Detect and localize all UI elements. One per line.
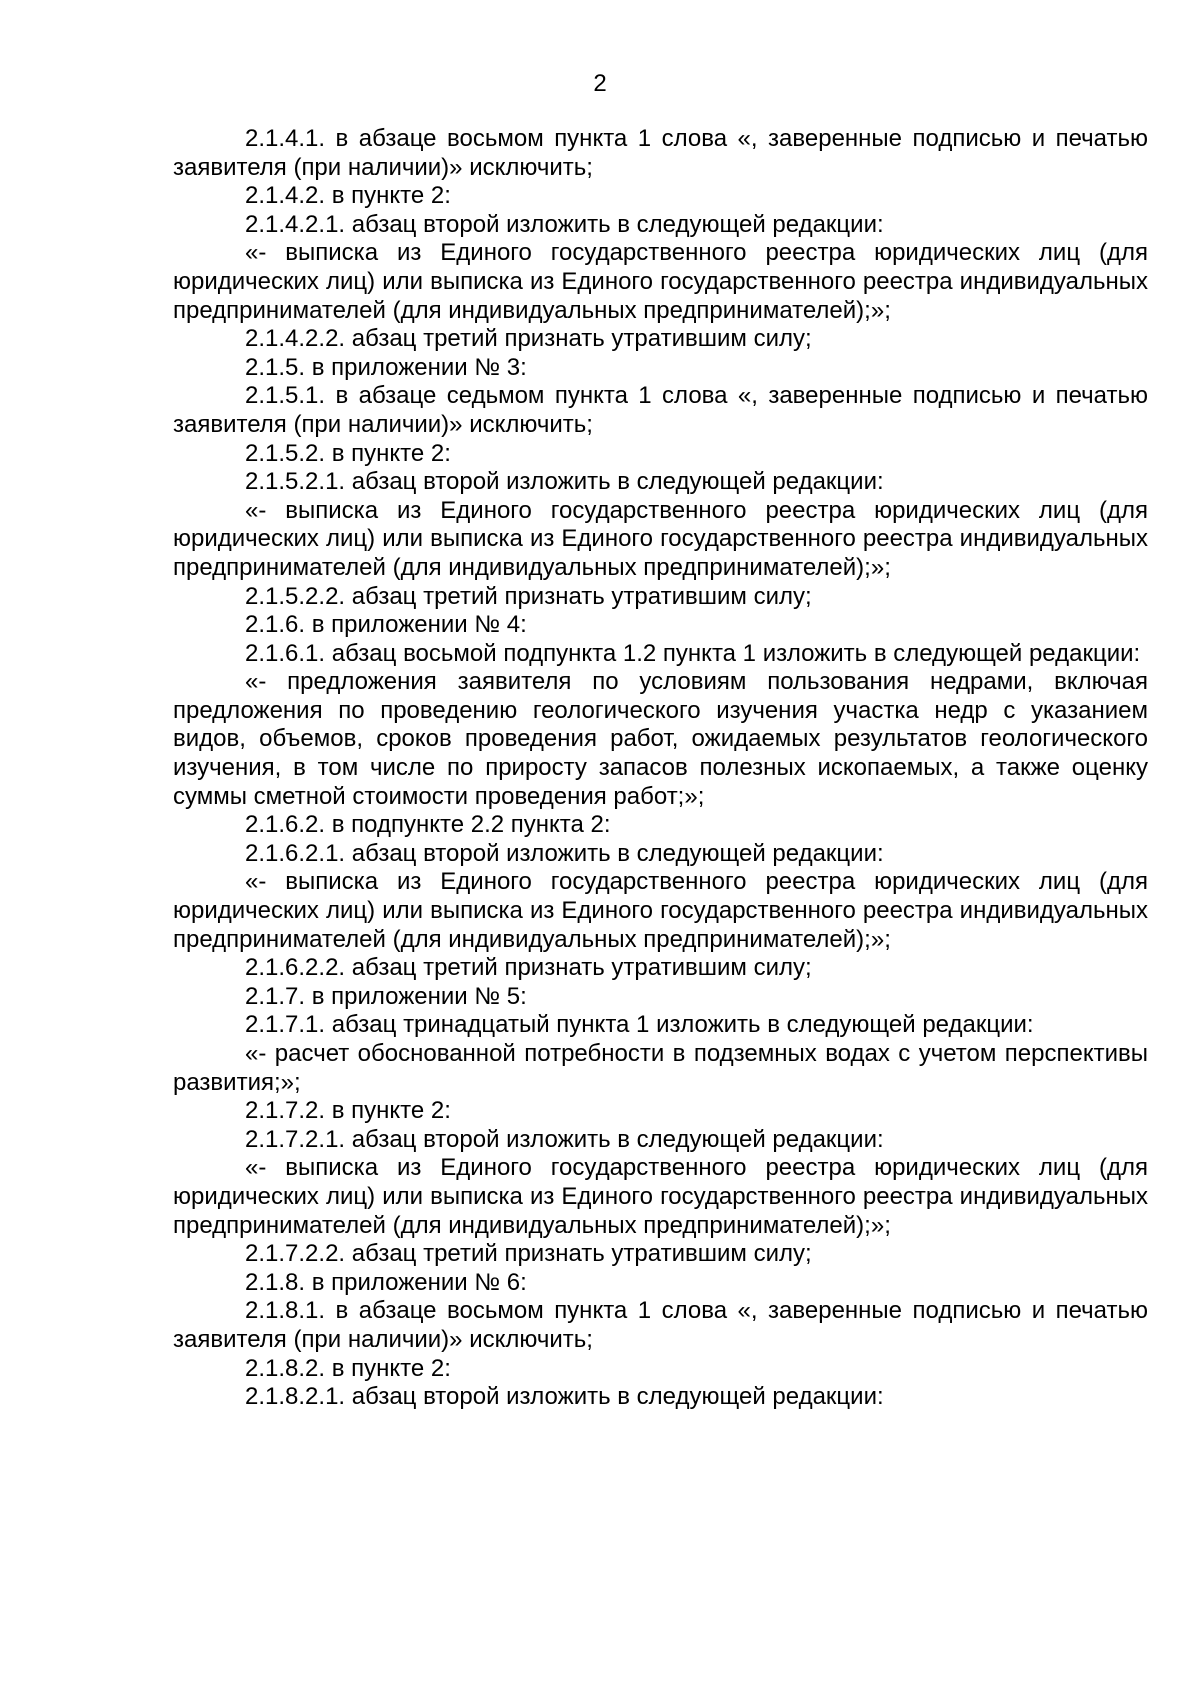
paragraph: 2.1.5.1. в абзаце седьмом пункта 1 слова «, заверенные подписью и печатью заявителя (при наличии)» исключить; [173,382,1148,438]
paragraph: 2.1.7. в приложении № 5: [245,982,527,1010]
paragraph: 2.1.4.2.2. абзац третий признать утратившим силу; [245,325,812,353]
document-body [173,125,1148,1412]
paragraph: 2.1.5. в приложении № 3: [245,353,527,381]
paragraph: «- предложения заявителя по условиям пользования недрами, включая предложения по проведению геологического изучения участка недр с указанием видов, объемов, сроков проведения работ, ожидаемых результатов геологического изучения, в том числе по приросту запасов полезных ископаемых, а также оценку суммы сметной стоимости проведения работ;»; [173,668,1148,810]
paragraph: 2.1.7.1. абзац тринадцатый пункта 1 изложить в следующей редакции: [245,1011,1034,1039]
paragraph: 2.1.4.2. в пункте 2: [245,182,451,210]
paragraph: «- выписка из Единого государственного реестра юридических лиц (для юридических лиц) или выписка из Единого государственного реестра индивидуальных предпринимателей (для индивидуальных предпринимателей);»; [173,1154,1148,1239]
paragraph: «- выписка из Единого государственного реестра юридических лиц (для юридических лиц) или выписка из Единого государственного реестра индивидуальных предпринимателей (для индивидуальных предпринимателей);»; [173,868,1148,953]
paragraph: 2.1.4.1. в абзаце восьмом пункта 1 слова «, заверенные подписью и печатью заявителя (при наличии)» исключить; [173,125,1148,181]
paragraph: 2.1.7.2. в пункте 2: [245,1097,451,1125]
paragraph: 2.1.7.2.2. абзац третий признать утратившим силу; [245,1240,812,1268]
paragraph: 2.1.6.2. в подпункте 2.2 пункта 2: [245,811,611,839]
paragraph: «- расчет обоснованной потребности в подземных водах с учетом перспективы развития;»; [173,1040,1148,1096]
page-number: 2 [593,70,607,97]
paragraph: 2.1.8.2.1. абзац второй изложить в следующей редакции: [245,1383,884,1411]
paragraph: 2.1.8.2. в пункте 2: [245,1354,451,1382]
paragraph: 2.1.7.2.1. абзац второй изложить в следующей редакции: [245,1125,884,1153]
paragraph: 2.1.6. в приложении № 4: [245,611,527,639]
paragraph: 2.1.6.2.1. абзац второй изложить в следующей редакции: [245,839,884,867]
paragraph: 2.1.6.2.2. абзац третий признать утратившим силу; [245,954,812,982]
paragraph: «- выписка из Единого государственного реестра юридических лиц (для юридических лиц) или выписка из Единого государственного реестра индивидуальных предпринимателей (для индивидуальных предпринимателей);»; [173,239,1148,324]
paragraph: «- выписка из Единого государственного реестра юридических лиц (для юридических лиц) или выписка из Единого государственного реестра индивидуальных предпринимателей (для индивидуальных предпринимателей);»; [173,496,1148,581]
paragraph: 2.1.4.2.1. абзац второй изложить в следующей редакции: [245,210,884,238]
paragraph: 2.1.5.2.2. абзац третий признать утратившим силу; [245,582,812,610]
paragraph: 2.1.5.2.1. абзац второй изложить в следующей редакции: [245,468,884,496]
paragraph: 2.1.6.1. абзац восьмой подпункта 1.2 пункта 1 изложить в следующей редакции: [245,639,1141,667]
paragraph: 2.1.5.2. в пункте 2: [245,439,451,467]
paragraph: 2.1.8. в приложении № 6: [245,1268,527,1296]
paragraph: 2.1.8.1. в абзаце восьмом пункта 1 слова «, заверенные подписью и печатью заявителя (при наличии)» исключить; [173,1297,1148,1353]
